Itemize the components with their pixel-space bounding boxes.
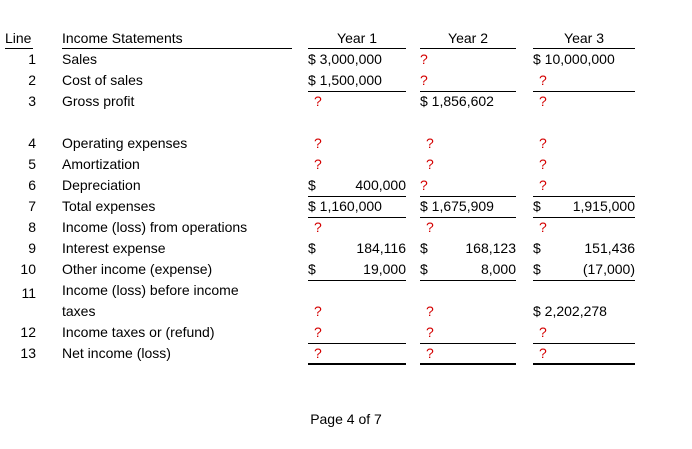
- line-number: 5: [28, 156, 36, 172]
- subtotal-line-year1: [308, 217, 406, 218]
- interest-expense-year2: [420, 240, 516, 257]
- line-number: 10: [20, 261, 36, 277]
- operating-expenses-year2: ?: [426, 135, 434, 151]
- subtotal-line-year2: [420, 343, 516, 344]
- page-number: Page 4 of 7: [310, 411, 382, 427]
- line-number: 3: [28, 93, 36, 109]
- net-income-year3: ?: [539, 345, 547, 361]
- row-label: Cost of sales: [62, 72, 143, 88]
- gross-profit-year1: ?: [314, 93, 322, 109]
- pretax-income-year1: ?: [314, 303, 322, 319]
- total-expenses-year3: [533, 198, 635, 215]
- header-underline-year1: [308, 48, 406, 49]
- subtotal-line-year2: [420, 217, 516, 218]
- subtotal-line-year1: [308, 280, 406, 281]
- amount: 1,915,000: [572, 198, 635, 214]
- operating-income-year1: ?: [314, 219, 322, 235]
- subtotal-line-year1: [308, 91, 406, 92]
- subtotal-line-year3: [533, 280, 635, 281]
- header-underline-statement: [62, 48, 292, 49]
- subtotal-line-year3: [533, 343, 635, 344]
- row-label: Total expenses: [62, 198, 156, 214]
- operating-income-year2: ?: [426, 219, 434, 235]
- line-number: 8: [28, 219, 36, 235]
- line-column-header: Line: [5, 30, 32, 46]
- cost-of-sales-year1: $ 1,500,000: [308, 72, 382, 88]
- row-label: Operating expenses: [62, 135, 188, 151]
- sales-year2: ?: [420, 51, 428, 67]
- currency-symbol: $: [533, 261, 541, 277]
- row-label: Gross profit: [62, 93, 135, 109]
- amount: 400,000: [355, 177, 406, 193]
- subtotal-line-year1: [308, 343, 406, 344]
- row-label: Sales: [62, 51, 98, 67]
- operating-expenses-year1: ?: [314, 135, 322, 151]
- line-number: 11: [21, 285, 36, 301]
- pretax-income-year3: $ 2,202,278: [533, 303, 607, 319]
- other-income-year2: [420, 261, 516, 278]
- depreciation-year1: [308, 177, 406, 194]
- sales-year3: $ 10,000,000: [533, 51, 615, 67]
- header-underline-year2: [420, 48, 516, 49]
- amortization-year3: ?: [539, 156, 547, 172]
- row-label: Interest expense: [62, 240, 166, 256]
- subtotal-line-year3: [533, 196, 635, 197]
- interest-expense-year3: [533, 240, 635, 257]
- interest-expense-year1: [308, 240, 406, 257]
- total-expenses-year1: $ 1,160,000: [308, 198, 382, 214]
- subtotal-line-year2: [420, 91, 516, 92]
- gross-profit-year2: $ 1,856,602: [420, 93, 494, 109]
- amount: 19,000: [363, 261, 406, 277]
- depreciation-year2: ?: [420, 177, 428, 193]
- year-3-header: Year 3: [564, 30, 604, 46]
- amortization-year2: ?: [426, 156, 434, 172]
- amount: 168,123: [465, 240, 516, 256]
- total-expenses-year2: $ 1,675,909: [420, 198, 494, 214]
- income-taxes-year1: ?: [314, 324, 322, 340]
- total-double-line-year2: [420, 363, 516, 365]
- other-income-year3: [533, 261, 635, 278]
- pretax-income-year2: ?: [426, 303, 434, 319]
- row-label: Income (loss) before income: [62, 282, 239, 298]
- gross-profit-year3: ?: [539, 93, 547, 109]
- row-label: Net income (loss): [62, 345, 171, 361]
- row-label-continued: taxes: [62, 303, 96, 319]
- year-1-header: Year 1: [337, 30, 377, 46]
- net-income-year1: ?: [314, 345, 322, 361]
- header-underline-year3: [533, 48, 635, 49]
- currency-symbol: $: [420, 240, 428, 256]
- line-number: 1: [28, 51, 36, 67]
- line-number: 13: [20, 345, 36, 361]
- total-double-line-year3: [533, 363, 635, 365]
- currency-symbol: $: [533, 240, 541, 256]
- line-number: 9: [28, 240, 36, 256]
- cost-of-sales-year2: ?: [420, 72, 428, 88]
- amount: (17,000): [582, 261, 635, 277]
- year-2-header: Year 2: [448, 30, 488, 46]
- line-number: 2: [28, 72, 36, 88]
- row-label: Other income (expense): [62, 261, 213, 277]
- row-label: Amortization: [62, 156, 140, 172]
- row-label: Income taxes or (refund): [62, 324, 215, 340]
- currency-symbol: $: [533, 198, 541, 214]
- subtotal-line-year2: [420, 280, 516, 281]
- depreciation-year3: ?: [539, 177, 547, 193]
- row-label: Income (loss) from operations: [62, 219, 248, 235]
- currency-symbol: $: [308, 240, 316, 256]
- line-number: 4: [28, 135, 36, 151]
- other-income-year1: [308, 261, 406, 278]
- operating-expenses-year3: ?: [539, 135, 547, 151]
- operating-income-year3: ?: [539, 219, 547, 235]
- amount: 184,116: [356, 240, 406, 256]
- subtotal-line-year1: [308, 196, 406, 197]
- sales-year1: $ 3,000,000: [308, 51, 382, 67]
- total-double-line-year1: [308, 363, 406, 365]
- line-number: 7: [28, 198, 36, 214]
- amount: 8,000: [480, 261, 516, 277]
- amount: 151,436: [584, 240, 635, 256]
- amortization-year1: ?: [314, 156, 322, 172]
- currency-symbol: $: [420, 261, 428, 277]
- currency-symbol: $: [308, 177, 316, 193]
- net-income-year2: ?: [426, 345, 434, 361]
- header-underline-line: [5, 48, 33, 49]
- line-number: 6: [28, 177, 36, 193]
- income-taxes-year3: ?: [539, 324, 547, 340]
- subtotal-line-year3: [533, 217, 635, 218]
- line-number: 12: [20, 324, 36, 340]
- currency-symbol: $: [308, 261, 316, 277]
- subtotal-line-year3: [533, 91, 635, 92]
- income-taxes-year2: ?: [426, 324, 434, 340]
- cost-of-sales-year3: ?: [539, 72, 547, 88]
- subtotal-line-year2: [420, 196, 516, 197]
- row-label: Depreciation: [62, 177, 141, 193]
- statement-title: Income Statements: [62, 30, 183, 46]
